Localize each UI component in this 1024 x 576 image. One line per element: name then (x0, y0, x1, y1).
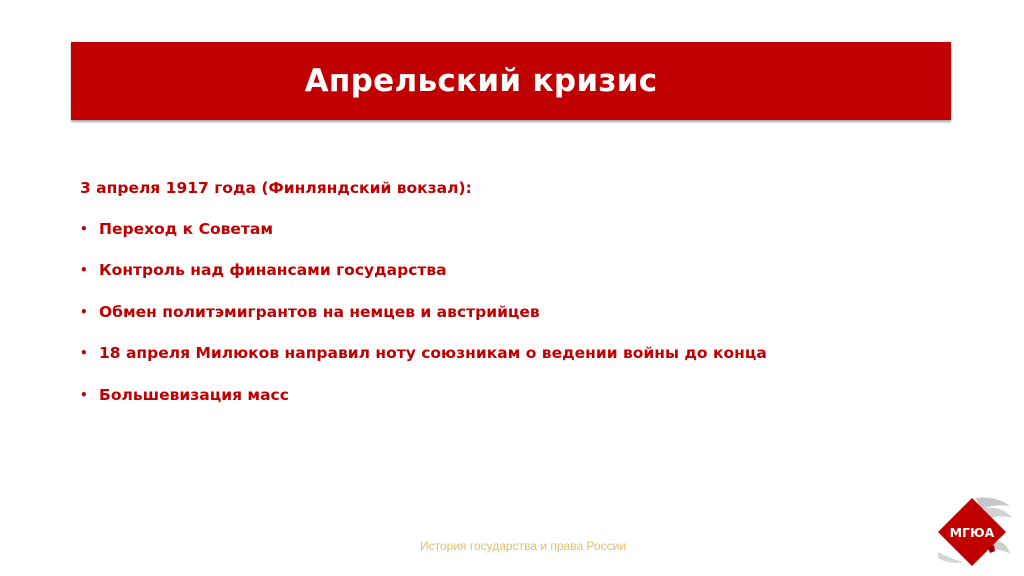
list-item (80, 385, 940, 405)
bullet-icon: • (80, 222, 88, 236)
bullet-text: 18 апреля Милюков направил ноту союзникам о ведении войны до конца (99, 344, 767, 363)
slide-title: Апрельский кризис (304, 63, 658, 99)
logo-text: МГЮА (949, 525, 995, 540)
bullet-list (80, 219, 940, 405)
list-item (80, 260, 940, 280)
bullet-icon: • (80, 263, 88, 278)
bullet-text: Обмен политэмигрантов на немцев и австрийцев (99, 302, 540, 321)
slide-content (80, 178, 940, 426)
bullet-text: Большевизация масс (99, 385, 289, 404)
logo-icon (932, 494, 1012, 568)
bullet-text: Переход к Советам (99, 220, 274, 238)
bullet-icon: • (80, 346, 88, 361)
list-item (80, 302, 940, 322)
bullet-icon: • (80, 304, 88, 319)
bullet-text: Контроль над финансами государства (99, 261, 447, 280)
university-logo (932, 494, 1012, 568)
bullet-icon: • (80, 387, 88, 402)
title-banner (71, 42, 951, 120)
list-item (80, 343, 940, 363)
footer-caption: История государства и права России (420, 539, 627, 553)
intro-line: 3 апреля 1917 года (Финляндский вокзал): (80, 179, 472, 197)
list-item (80, 219, 940, 239)
